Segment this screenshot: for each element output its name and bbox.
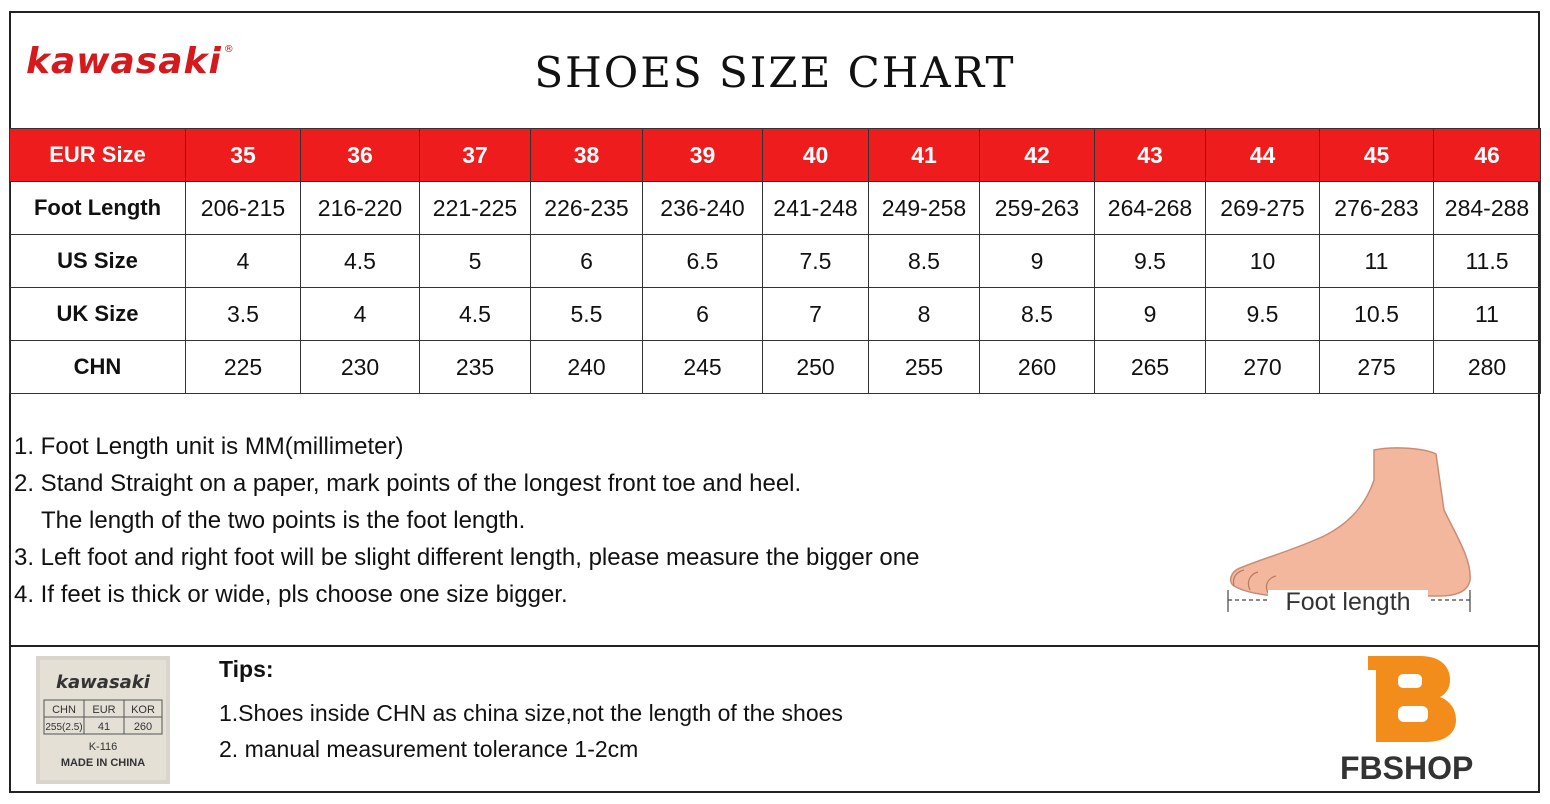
table-cell: 259-263 <box>980 182 1095 235</box>
shoe-tag-photo <box>36 656 170 784</box>
note-item: 4. If feet is thick or wide, pls choose one size bigger. <box>14 581 568 608</box>
table-row <box>10 235 1541 288</box>
eur-size-cell: 42 <box>980 129 1095 182</box>
size-table <box>9 128 1541 394</box>
table-cell: 240 <box>531 341 643 394</box>
table-cell: 4.5 <box>301 235 420 288</box>
table-row <box>10 341 1541 394</box>
row-label: CHN <box>10 341 186 394</box>
table-cell: 11 <box>1320 235 1434 288</box>
table-cell: 241-248 <box>763 182 869 235</box>
table-cell: 9.5 <box>1206 288 1320 341</box>
table-cell: 206-215 <box>186 182 301 235</box>
table-cell: 5.5 <box>531 288 643 341</box>
eur-size-cell: 38 <box>531 129 643 182</box>
registered-mark: ® <box>223 44 234 55</box>
table-cell: 4.5 <box>420 288 531 341</box>
table-cell: 11 <box>1434 288 1541 341</box>
table-cell: 7.5 <box>763 235 869 288</box>
table-cell: 260 <box>980 341 1095 394</box>
foot-length-label: Foot length <box>1285 588 1411 616</box>
logo-text: kawasaki <box>26 41 222 82</box>
note-item: The length of the two points is the foot length. <box>41 507 526 534</box>
eur-size-cell: 44 <box>1206 129 1320 182</box>
table-row <box>10 182 1541 235</box>
row-label: EUR Size <box>10 129 186 182</box>
tag-brand: kawasaki <box>56 672 150 693</box>
tag-value: 255(2.5) <box>45 722 83 733</box>
table-cell: 6 <box>531 235 643 288</box>
eur-size-cell: 46 <box>1434 129 1541 182</box>
tag-value: 41 <box>97 721 111 733</box>
shop-name: FBSHOP <box>1340 750 1474 786</box>
eur-size-cell: 37 <box>420 129 531 182</box>
table-cell: 4 <box>186 235 301 288</box>
tag-value: 260 <box>133 721 153 733</box>
table-cell: 250 <box>763 341 869 394</box>
table-cell: 9 <box>980 235 1095 288</box>
table-cell: 8.5 <box>869 235 980 288</box>
table-cell: 221-225 <box>420 182 531 235</box>
table-cell: 284-288 <box>1434 182 1541 235</box>
table-cell: 7 <box>763 288 869 341</box>
table-cell: 236-240 <box>643 182 763 235</box>
tip-item: 1.Shoes inside CHN as china size,not the length of the shoes <box>219 700 843 726</box>
table-cell: 280 <box>1434 341 1541 394</box>
table-cell: 8 <box>869 288 980 341</box>
table-cell: 245 <box>643 341 763 394</box>
table-cell: 3.5 <box>186 288 301 341</box>
table-cell: 9 <box>1095 288 1206 341</box>
table-cell: 235 <box>420 341 531 394</box>
eur-size-cell: 40 <box>763 129 869 182</box>
table-cell: 276-283 <box>1320 182 1434 235</box>
tag-header: KOR <box>131 704 155 716</box>
eur-size-cell: 41 <box>869 129 980 182</box>
tag-header: EUR <box>92 704 116 716</box>
table-cell: 10 <box>1206 235 1320 288</box>
row-label: Foot Length <box>10 182 186 235</box>
tag-header: CHN <box>52 704 76 716</box>
tag-origin: MADE IN CHINA <box>60 757 146 769</box>
table-cell: 265 <box>1095 341 1206 394</box>
table-cell: 4 <box>301 288 420 341</box>
row-label: UK Size <box>10 288 186 341</box>
foot-illustration <box>1224 440 1474 620</box>
table-cell: 5 <box>420 235 531 288</box>
table-cell: 264-268 <box>1095 182 1206 235</box>
table-header-row <box>10 129 1541 182</box>
page-title: SHOES SIZE CHART <box>534 48 1016 97</box>
note-item: 1. Foot Length unit is MM(millimeter) <box>14 433 404 460</box>
table-cell: 225 <box>186 341 301 394</box>
note-item: 2. Stand Straight on a paper, mark points of the longest front toe and heel. <box>14 470 802 497</box>
fbshop-logo-icon <box>1368 654 1458 744</box>
eur-size-cell: 45 <box>1320 129 1434 182</box>
table-cell: 10.5 <box>1320 288 1434 341</box>
table-row <box>10 288 1541 341</box>
eur-size-cell: 43 <box>1095 129 1206 182</box>
table-cell: 6 <box>643 288 763 341</box>
table-cell: 216-220 <box>301 182 420 235</box>
eur-size-cell: 36 <box>301 129 420 182</box>
tag-model: K-116 <box>88 741 118 753</box>
row-label: US Size <box>10 235 186 288</box>
eur-size-cell: 35 <box>186 129 301 182</box>
table-cell: 249-258 <box>869 182 980 235</box>
tip-item: 2. manual measurement tolerance 1-2cm <box>219 736 639 762</box>
table-cell: 275 <box>1320 341 1434 394</box>
tips-title: Tips: <box>219 656 274 682</box>
eur-size-cell: 39 <box>643 129 763 182</box>
table-cell: 269-275 <box>1206 182 1320 235</box>
table-cell: 6.5 <box>643 235 763 288</box>
table-cell: 9.5 <box>1095 235 1206 288</box>
notes-list <box>14 428 919 613</box>
table-cell: 270 <box>1206 341 1320 394</box>
table-cell: 8.5 <box>980 288 1095 341</box>
table-cell: 230 <box>301 341 420 394</box>
table-cell: 11.5 <box>1434 235 1541 288</box>
note-item: 3. Left foot and right foot will be slight different length, please measure the bigger one <box>14 544 920 571</box>
table-cell: 226-235 <box>531 182 643 235</box>
table-cell: 255 <box>869 341 980 394</box>
